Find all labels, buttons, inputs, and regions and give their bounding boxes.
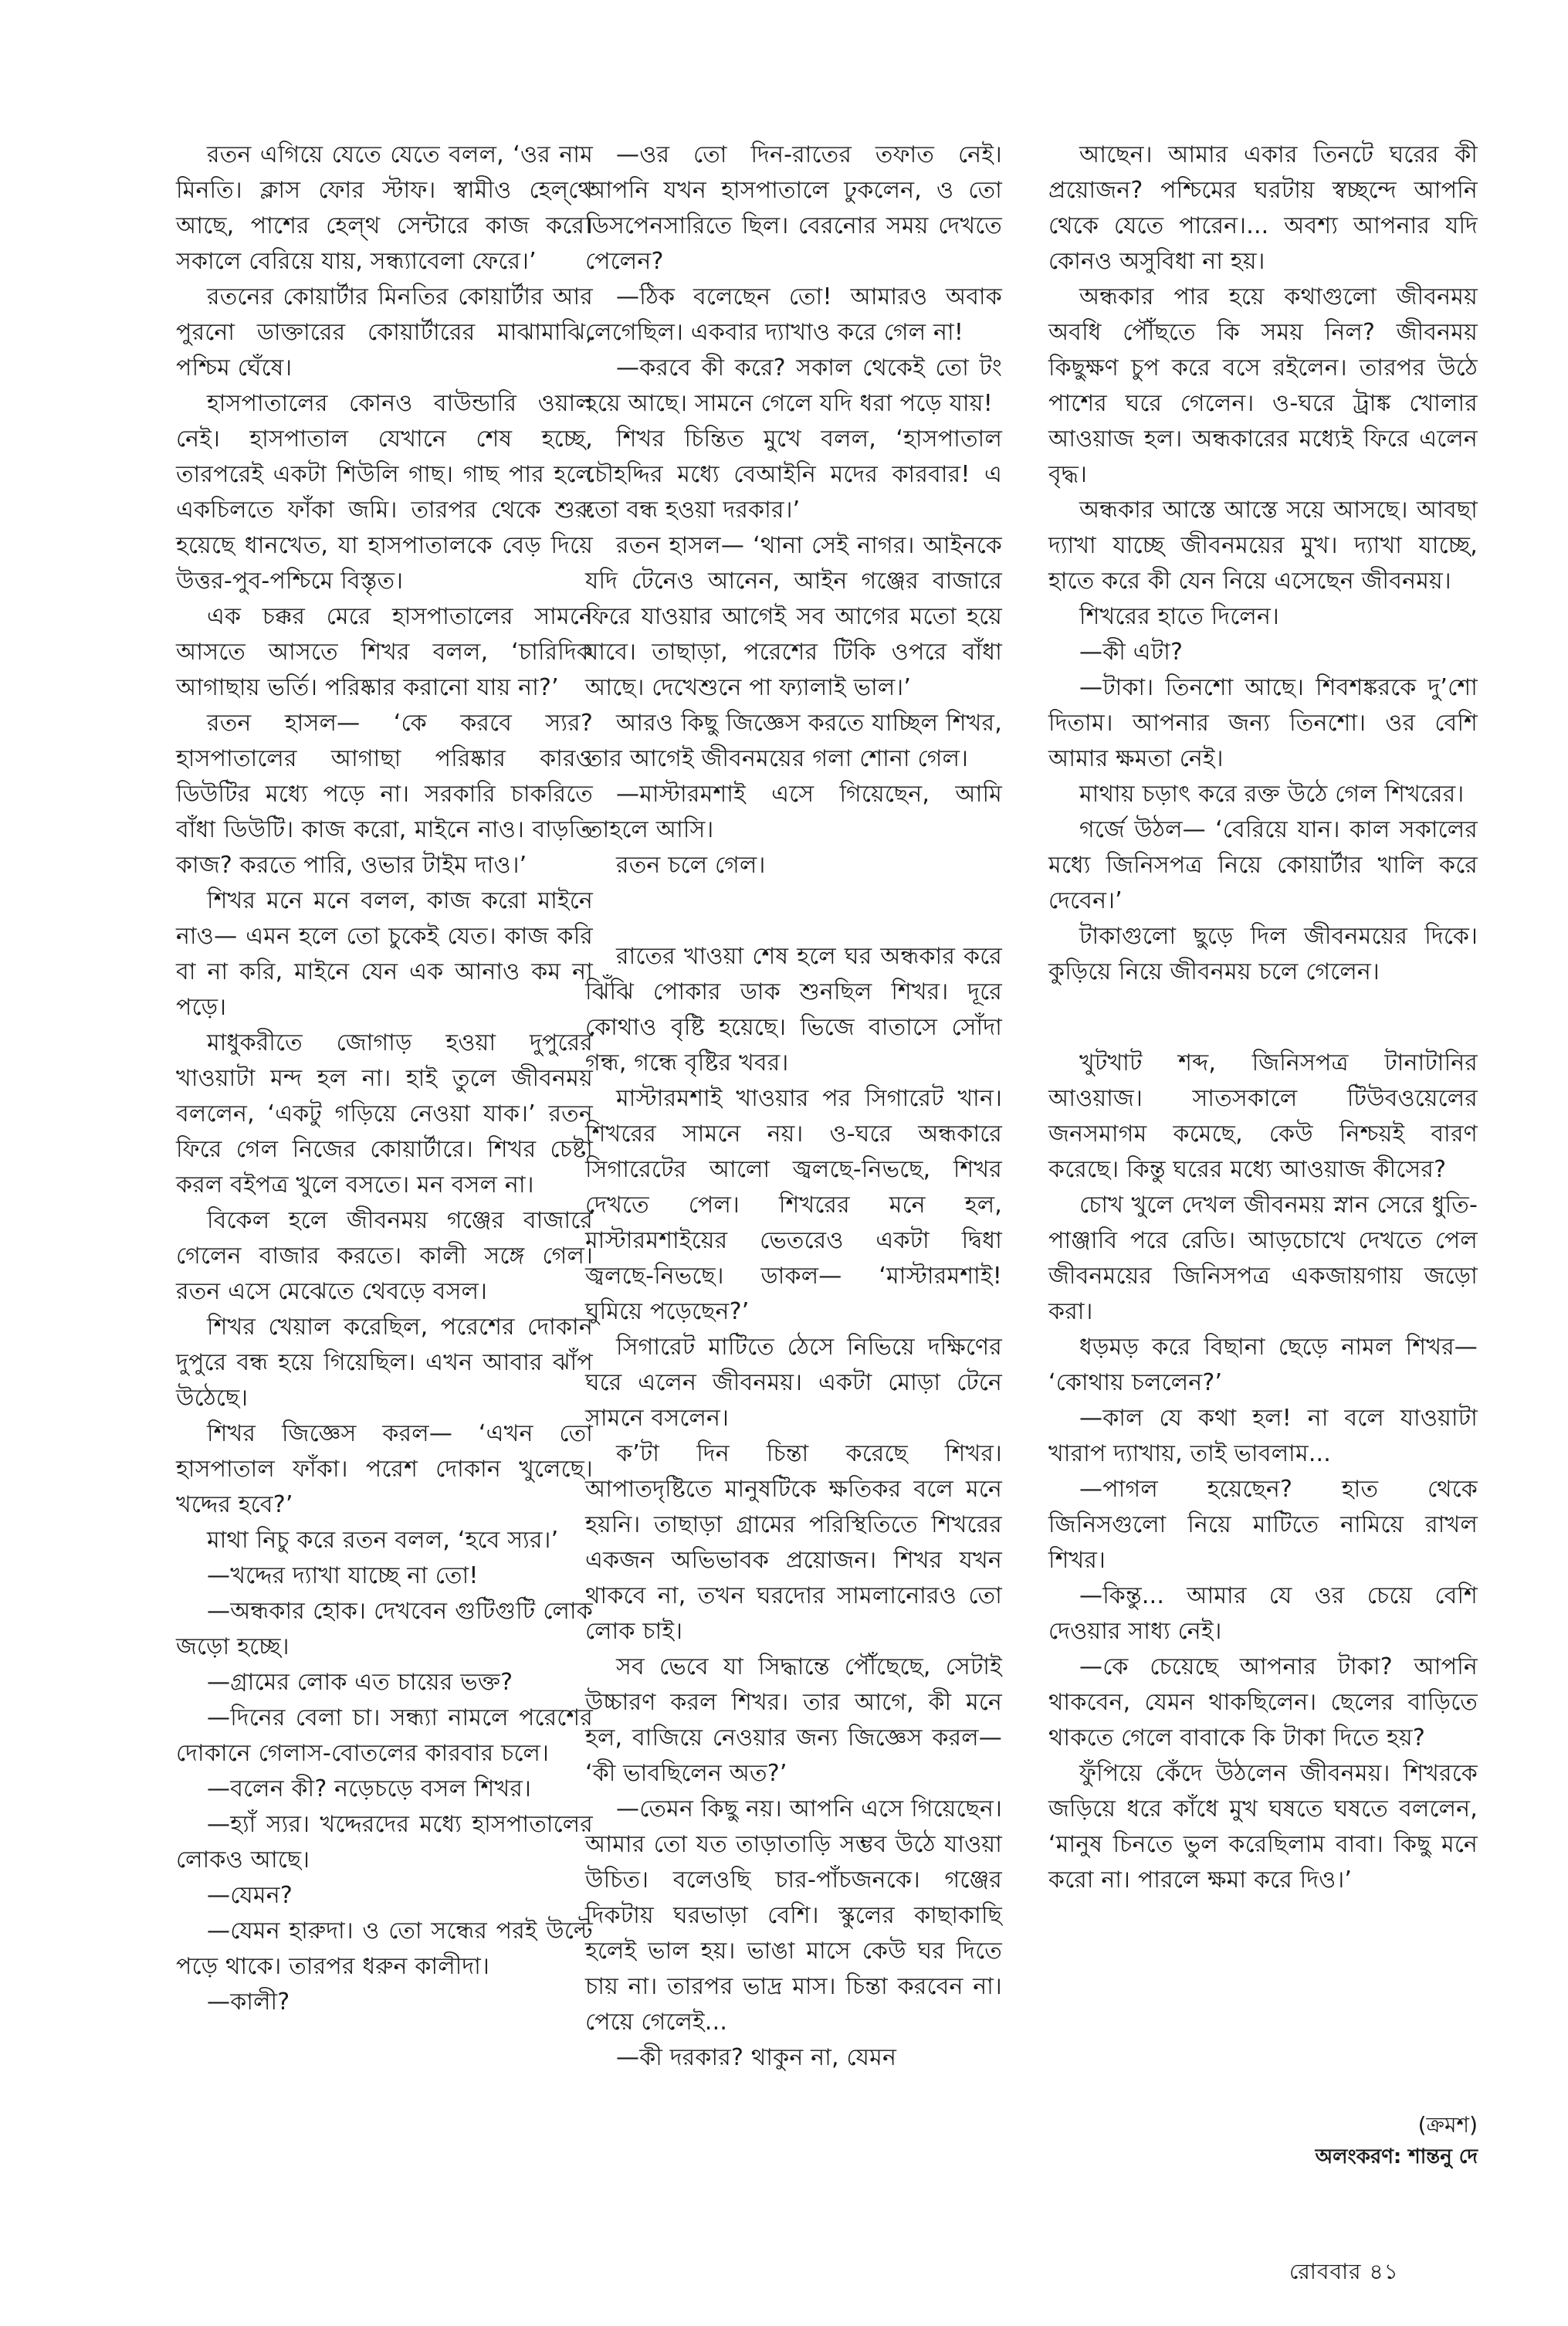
paragraph: —কালী? xyxy=(207,1989,290,2016)
paragraph: রতন চলে গেল। xyxy=(616,852,766,879)
paragraph: চোখ খুলে দেখল জীবনময় স্নান সেরে ধুতি-পাঞ্জাবি পরে রেডি। আড়চোখে দেখতে পেল জীবনময়ের জিনিসপত্র একজায়গায় জড়ো করা। xyxy=(1048,1192,1478,1325)
paragraph: —হ্যাঁ স্যর। খদ্দেরদের মধ্যে হাসপাতালের লোকও আছে। xyxy=(176,1811,593,1873)
paragraph: আরও কিছু জিজ্ঞেস করতে যাচ্ছিল শিখর, তার আগেই জীবনময়ের গলা শোনা গেল। xyxy=(585,710,1002,772)
paragraph: —গ্রামের লোক এত চায়ের ভক্ত? xyxy=(207,1669,513,1696)
section-break xyxy=(1048,990,1478,1046)
paragraph: মাস্টারমশাই খাওয়ার পর সিগারেট খান। শিখরের সামনে নয়। ও-ঘরে অন্ধকারে সিগারেটের আলো জ্বলছে-নিভছে, শিখর দেখতে পেল। শিখরের মনে হল, মাস্টারমশাইয়ের ভেতরেও একটা দ্বিধা জ্বলছে-নিভছে। ডাকল— ‘মাস্টারমশাই! ঘুমিয়ে পড়েছেন?’ xyxy=(585,1085,1002,1325)
paragraph: রতনের কোয়ার্টার মিনতির কোয়ার্টার আর পুরনো ডাক্তারের কোয়ার্টারের মাঝামাঝি, পশ্চিম ঘেঁষে। xyxy=(176,283,593,381)
paragraph: শিখর চিন্তিত মুখে বলল, ‘হাসপাতাল চৌহদ্দির মধ্যে বেআইনি মদের কারবার! এ তো বন্ধ হওয়া দরকার।’ xyxy=(585,426,1002,524)
paragraph: রতন হাসল— ‘থানা সেই নাগর। আইনকে যদি টেনেও আনেন, আইন গঞ্জের বাজারে ফিরে যাওয়ার আগেই সব আগের মতো হয়ে যাবে। তাছাড়া, পরেশের টিকি ওপরে বাঁধা আছে। দেখেশুনে পা ফ্যালাই ভাল।’ xyxy=(585,532,1002,701)
paragraph: অন্ধকার আস্তে আস্তে সয়ে আসছে। আবছা দ্যাখা যাচ্ছে জীবনময়ের মুখ। দ্যাখা যাচ্ছে, হাতে করে কী যেন নিয়ে এসেছেন জীবনময়। xyxy=(1048,497,1478,595)
paragraph: —অন্ধকার হোক। দেখবেন গুটিগুটি লোক জড়ো হচ্ছে। xyxy=(176,1598,593,1660)
paragraph: টাকাগুলো ছুড়ে দিল জীবনময়ের দিকে। কুড়িয়ে নিয়ে জীবনময় চলে গেলেন। xyxy=(1048,923,1478,985)
paragraph: বিকেল হলে জীবনময় গঞ্জের বাজারে গেলেন বাজার করতে। কালী সঙ্গে গেল। রতন এসে মেঝেতে থেবড়ে বসল। xyxy=(176,1207,593,1305)
text-column-3 xyxy=(1048,137,1478,1898)
paragraph: মাথায় চড়াৎ করে রক্ত উঠে গেল শিখরের। xyxy=(1079,781,1465,808)
paragraph: —তেমন কিছু নয়। আপনি এসে গিয়েছেন। আমার তো যত তাড়াতাড়ি সম্ভব উঠে যাওয়া উচিত। বলেওছি চার-পাঁচজনকে। গঞ্জের দিকটায় ঘরভাড়া বেশি। স্কুলের কাছাকাছি হলেই ভাল হয়। ভাঙা মাসে কেউ ঘর দিতে চায় না। তারপর ভাদ্র মাস। চিন্তা করবেন না। পেয়ে গেলেই... xyxy=(585,1795,1002,2036)
paragraph: —পাগল হয়েছেন? হাত থেকে জিনিসগুলো নিয়ে মাটিতে নামিয়ে রাখল শিখর। xyxy=(1048,1476,1478,1574)
paragraph: এক চক্কর মেরে হাসপাতালের সামনে আসতে আসতে শিখর বলল, ‘চারিদিক আগাছায় ভর্তি। পরিষ্কার করানো যায় না?’ xyxy=(176,603,593,701)
paragraph: —মাস্টারমশাই এসে গিয়েছেন, আমি তাহলে আসি। xyxy=(585,781,1002,843)
paragraph: সিগারেট মাটিতে ঠেসে নিভিয়ে দক্ষিণের ঘরে এলেন জীবনময়। একটা মোড়া টেনে সামনে বসলেন। xyxy=(585,1334,1002,1432)
paragraph: সব ভেবে যা সিদ্ধান্তে পৌঁছেছে, সেটাই উচ্চারণ করল শিখর। তার আগে, কী মনে হল, বাজিয়ে নেওয়ার জন্য জিজ্ঞেস করল— ‘কী ভাবছিলেন অত?’ xyxy=(585,1653,1002,1787)
paragraph: শিখর মনে মনে বলল, কাজ করো মাইনে নাও— এমন হলে তো চুকেই যেত। কাজ করি বা না করি, মাইনে যেন এক আনাও কম না পড়ে। xyxy=(176,887,593,1021)
paragraph: —কী এটা? xyxy=(1079,639,1184,666)
paragraph: অন্ধকার পার হয়ে কথাগুলো জীবনময় অবধি পৌঁছতে কি সময় নিল? জীবনময় কিছুক্ষণ চুপ করে বসে রইলেন। তারপর উঠে পাশের ঘরে গেলেন। ও-ঘরে ট্রাঙ্ক খোলার আওয়াজ হল। অন্ধকারের মধ্যেই ফিরে এলেন বৃদ্ধ। xyxy=(1048,283,1478,488)
section-break xyxy=(585,883,1002,939)
illustration-credit: অলংকরণ: শান্তনু দে xyxy=(1315,2145,1478,2168)
paragraph: রতন হাসল— ‘কে করবে স্যর? হাসপাতালের আগাছা পরিষ্কার কারও ডিউটির মধ্যে পড়ে না। সরকারি চাকরিতে বাঁধা ডিউটি। কাজ করো, মাইনে নাও। বাড়তি কাজ? করতে পারি, ওভার টাইম দাও।’ xyxy=(176,710,593,879)
paragraph: —বলেন কী? নড়েচড়ে বসল শিখর। xyxy=(207,1775,532,1802)
paragraph: —টাকা। তিনশো আছে। শিবশঙ্করকে দু’শো দিতাম। আপনার জন্য তিনশো। ওর বেশি আমার ক্ষমতা নেই। xyxy=(1048,674,1478,772)
paragraph: —ঠিক বলেছেন তো! আমারও অবাক লেগেছিল। একবার দ্যাখাও করে গেল না! xyxy=(585,283,1002,346)
text-column-1 xyxy=(176,137,593,2020)
paragraph: —খদ্দের দ্যাখা যাচ্ছে না তো! xyxy=(207,1562,479,1589)
paragraph: শিখরের হাতে দিলেন। xyxy=(1079,603,1279,630)
paragraph: শিখর জিজ্ঞেস করল— ‘এখন তো হাসপাতাল ফাঁকা। পরেশ দোকান খুলেছে। খদ্দের হবে?’ xyxy=(176,1420,593,1518)
paragraph: —যেমন হারুদা। ও তো সন্ধের পরই উল্টে পড়ে থাকে। তারপর ধরুন কালীদা। xyxy=(176,1917,593,1980)
paragraph: —করবে কী করে? সকাল থেকেই তো টং হয়ে আছে। সামনে গেলে যদি ধরা পড়ে যায়! xyxy=(585,354,1002,417)
paragraph: খুটখাট শব্দ, জিনিসপত্র টানাটানির আওয়াজ। সাতসকালে টিউবওয়েলের জনসমাগম কমেছে, কেউ নিশ্চয়ই বারণ করেছে। কিন্তু ঘরের মধ্যে আওয়াজ কীসের? xyxy=(1048,1049,1478,1183)
paragraph: ক’টা দিন চিন্তা করেছে শিখর। আপাতদৃষ্টিতে মানুষটিকে ক্ষতিকর বলে মনে হয়নি। তাছাড়া গ্রামের পরিস্থিতিতে শিখরের একজন অভিভাবক প্রয়োজন। শিখর যখন থাকবে না, তখন ঘরদোর সামলানোরও তো লোক চাই। xyxy=(585,1440,1002,1645)
paragraph: রতন এগিয়ে যেতে যেতে বলল, ‘ওর নাম মিনতি। ক্লাস ফোর স্টাফ। স্বামীও হেল্‌থে আছে, পাশের হেল্‌থ সেন্টারে কাজ করে। সকালে বেরিয়ে যায়, সন্ধ্যাবেলা ফেরে।’ xyxy=(176,141,593,275)
page-folio: রোববার ৪১ xyxy=(1289,2259,1399,2284)
paragraph: —কে চেয়েছে আপনার টাকা? আপনি থাকবেন, যেমন থাকছিলেন। ছেলের বাড়িতে থাকতে গেলে বাবাকে কি টাকা দিতে হয়? xyxy=(1048,1653,1478,1751)
paragraph: —কী দরকার? থাকুন না, যেমন xyxy=(616,2044,897,2071)
paragraph: —কিন্তু... আমার যে ওর চেয়ে বেশি দেওয়ার সাধ্য নেই। xyxy=(1048,1582,1478,1645)
paragraph: রাতের খাওয়া শেষ হলে ঘর অন্ধকার করে ঝিঁঝি পোকার ডাক শুনছিল শিখর। দূরে কোথাও বৃষ্টি হয়েছে। ভিজে বাতাসে সোঁদা গন্ধ, গন্ধে বৃষ্টির খবর। xyxy=(585,943,1002,1077)
paragraph: ফুঁপিয়ে কেঁদে উঠলেন জীবনময়। শিখরকে জড়িয়ে ধরে কাঁধে মুখ ঘষতে ঘষতে বললেন, ‘মানুষ চিনতে ভুল করেছিলাম বাবা। কিছু মনে করো না। পারলে ক্ষমা করে দিও।’ xyxy=(1048,1760,1478,1894)
paragraph: —কাল যে কথা হল! না বলে যাওয়াটা খারাপ দ্যাখায়, তাই ভাবলাম... xyxy=(1048,1405,1478,1467)
paragraph: আছেন। আমার একার তিনটে ঘরের কী প্রয়োজন? পশ্চিমের ঘরটায় স্বচ্ছন্দে আপনি থেকে যেতে পারেন।... অবশ্য আপনার যদি কোনও অসুবিধা না হয়। xyxy=(1048,141,1478,275)
to-be-continued-note: (ক্রমশ) xyxy=(1417,2112,1478,2138)
paragraph: হাসপাতালের কোনও বাউন্ডারি ওয়াল নেই। হাসপাতাল যেখানে শেষ হচ্ছে, তারপরেই একটা শিউলি গাছ। গাছ পার হলে একচিলতে ফাঁকা জমি। তারপর থেকে শুরু হয়েছে ধানখেত, যা হাসপাতালকে বেড় দিয়ে উত্তর-পুব-পশ্চিমে বিস্তৃত। xyxy=(176,390,593,595)
paragraph: ধড়মড় করে বিছানা ছেড়ে নামল শিখর— ‘কোথায় চললেন?’ xyxy=(1048,1334,1478,1396)
paragraph: মাধুকরীতে জোগাড় হওয়া দুপুরের খাওয়াটা মন্দ হল না। হাই তুলে জীবনময় বললেন, ‘একটু গড়িয়ে নেওয়া যাক।’ রতন ফিরে গেল নিজের কোয়ার্টারে। শিখর চেষ্টা করল বইপত্র খুলে বসতে। মন বসল না। xyxy=(176,1029,593,1199)
paragraph: গর্জে উঠল— ‘বেরিয়ে যান। কাল সকালের মধ্যে জিনিসপত্র নিয়ে কোয়ার্টার খালি করে দেবেন।’ xyxy=(1048,816,1478,914)
paragraph: মাথা নিচু করে রতন বলল, ‘হবে স্যর।’ xyxy=(207,1527,559,1554)
paragraph: —যেমন? xyxy=(207,1882,293,1909)
paragraph: শিখর খেয়াল করেছিল, পরেশের দোকান দুপুরে বন্ধ হয়ে গিয়েছিল। এখন আবার ঝাঁপ উঠেছে। xyxy=(176,1314,593,1412)
paragraph: —ওর তো দিন-রাতের তফাত নেই। আপনি যখন হাসপাতালে ঢুকলেন, ও তো ডিসপেনসারিতে ছিল। বেরনোর সময় দেখতে পেলেন? xyxy=(585,141,1002,275)
paragraph: —দিনের বেলা চা। সন্ধ্যা নামলে পরেশের দোকানে গেলাস-বোতলের কারবার চলে। xyxy=(176,1704,593,1767)
text-column-2 xyxy=(585,137,1002,2076)
